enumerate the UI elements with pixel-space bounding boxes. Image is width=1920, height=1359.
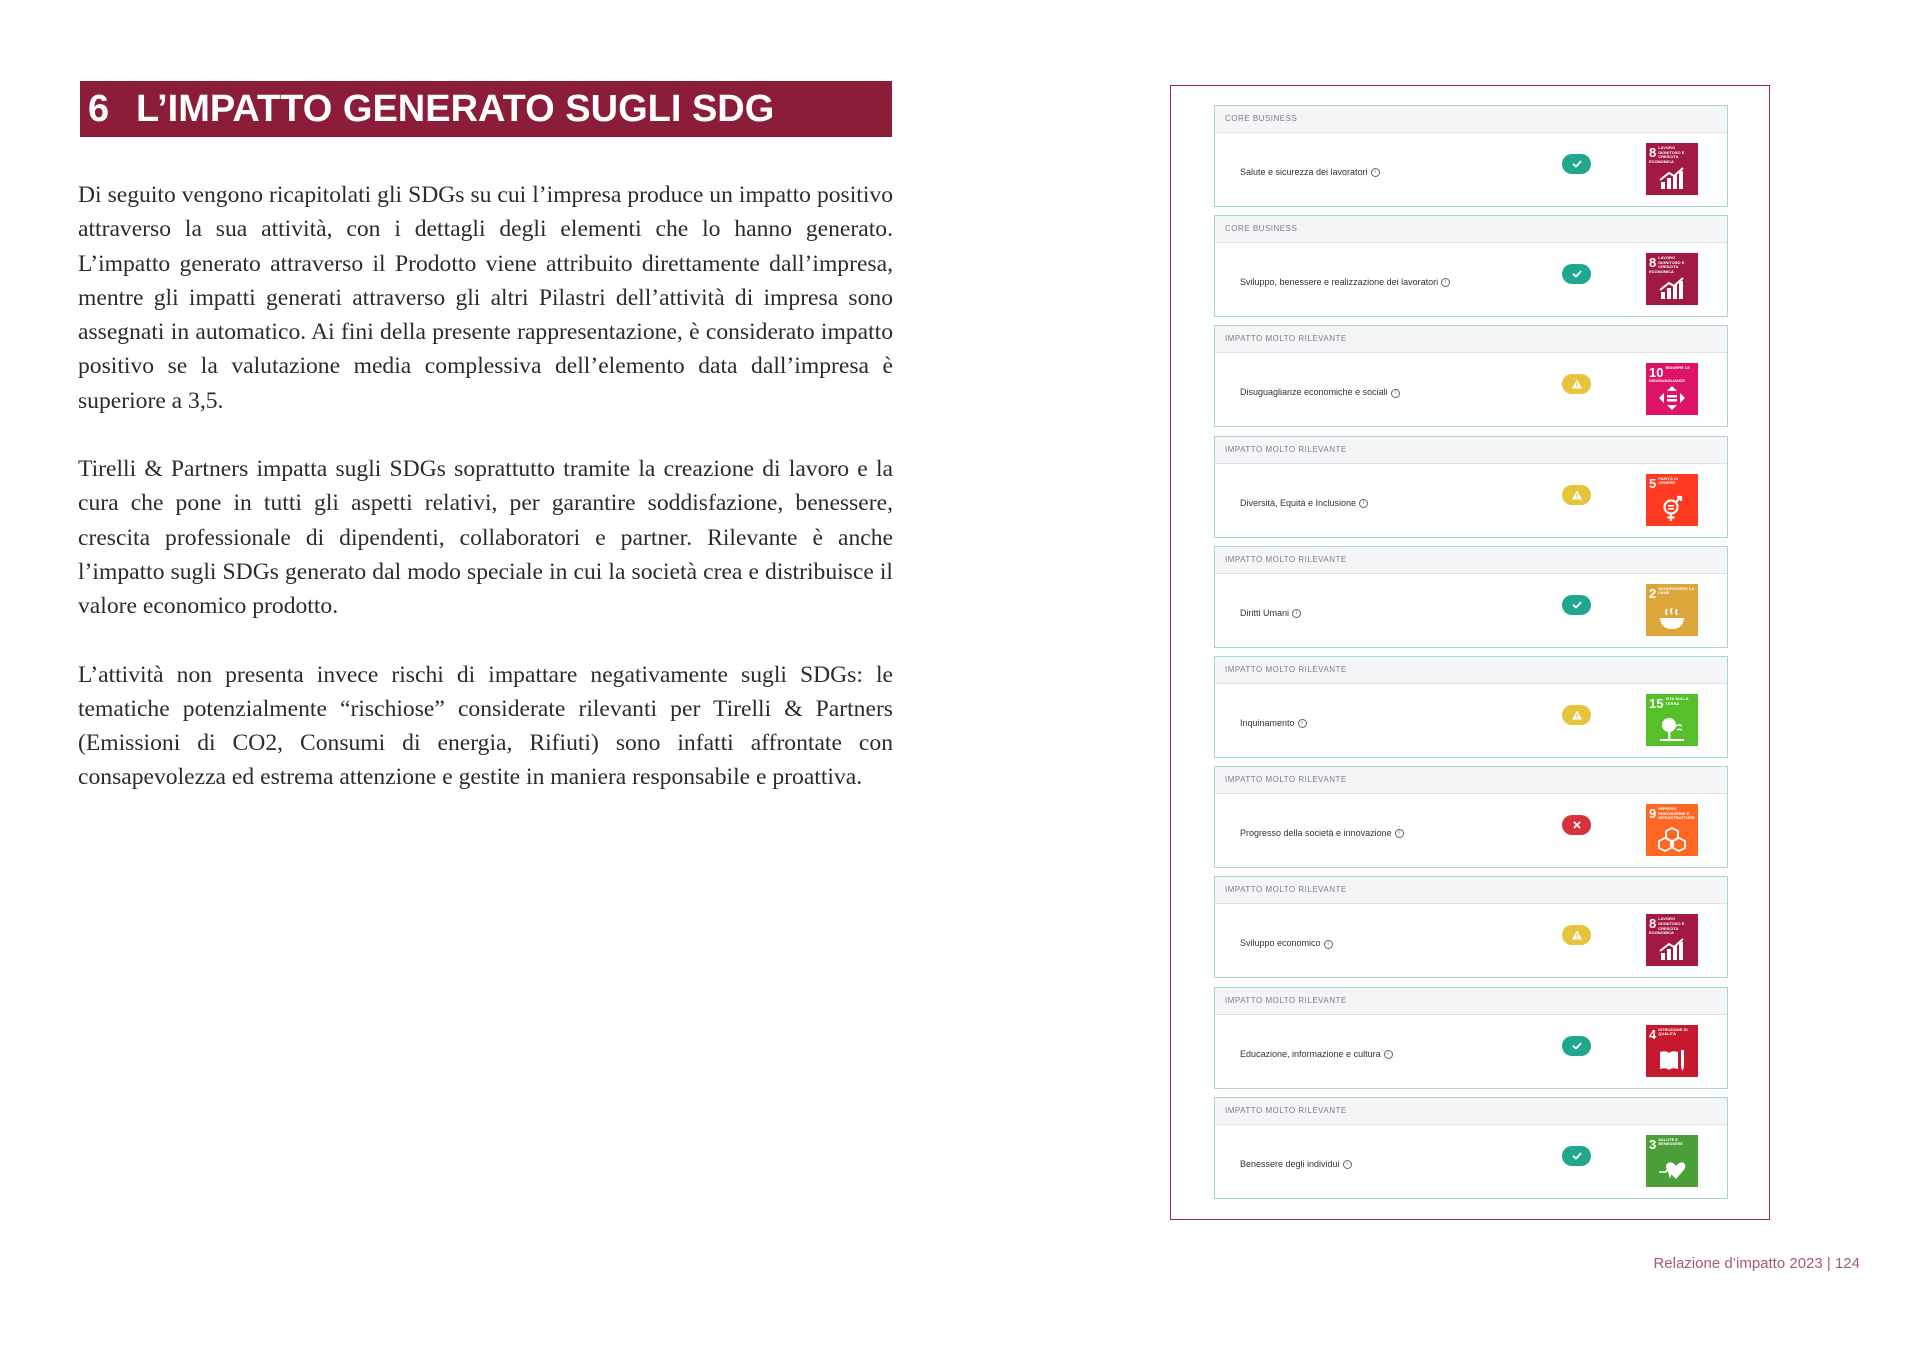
sdg-number: 4 [1649, 1026, 1657, 1042]
card-label-text: Sviluppo, benessere e realizzazione dei lavoratori [1240, 277, 1439, 288]
info-icon[interactable]: i [1391, 389, 1400, 398]
sdg-number: 5 [1649, 475, 1657, 491]
card-label[interactable] [1240, 1159, 1352, 1169]
book-pencil-icon [1658, 1047, 1686, 1073]
sdg-number: 8 [1649, 916, 1657, 932]
heartbeat-icon [1658, 1157, 1686, 1183]
sdg-goal-badge [1646, 1135, 1698, 1187]
sdg-name: ISTRUZIONE DI QUALITÀ [1658, 1026, 1688, 1037]
card-label-text: Sviluppo economico [1240, 938, 1321, 949]
sdg-name: RIDURRE LE DISUGUAGLIANZE [1649, 365, 1690, 384]
card-category: IMPATTO MOLTO RILEVANTE [1215, 988, 1727, 1015]
card-label[interactable] [1240, 828, 1404, 838]
positive-check-icon [1562, 264, 1591, 284]
info-icon[interactable]: i [1441, 278, 1450, 287]
card-label[interactable] [1240, 1049, 1393, 1059]
card-label-text: Progresso della società e innovazione [1240, 828, 1392, 839]
paragraph: L’attività non presenta invece rischi di impattare negativamente sugli SDGs: le tematiche potenzialmente “rischiose” considerate rilevanti per Tirelli & Partners (Emissioni di CO2, Consumi di energia, Rifiuti) sono infatti affrontate con consapevolezza ed estrema attenzione e gestite in maniera responsabile e proattiva. [78, 661, 893, 791]
card-category: IMPATTO MOLTO RILEVANTE [1215, 767, 1727, 794]
positive-check-icon [1562, 595, 1591, 615]
sdg-card [1214, 105, 1728, 207]
tree-icon [1658, 716, 1686, 742]
sdg-name: LAVORO DIGNITOSO E CRESCITA ECONOMICA [1649, 916, 1685, 936]
card-category: IMPATTO MOLTO RILEVANTE [1215, 1098, 1727, 1125]
card-category: IMPATTO MOLTO RILEVANTE [1215, 877, 1727, 904]
warning-triangle-icon [1562, 485, 1591, 505]
card-label-text: Educazione, informazione e cultura [1240, 1048, 1381, 1059]
sdg-name: PARITÀ DI GENERE [1658, 475, 1678, 486]
card-label-text: Diversità, Equità e Inclusione [1240, 497, 1357, 508]
card-label-text: Salute e sicurezza dei lavoratori [1240, 167, 1368, 177]
sdg-goal-badge [1646, 804, 1698, 856]
card-label[interactable] [1240, 277, 1450, 287]
body-text [78, 178, 893, 829]
section-title [80, 81, 892, 137]
paragraph: Tirelli & Partners impatta sugli SDGs soprattutto tramite la creazione di lavoro e la cura che pone in tutti gli aspetti relativi, per garantire soddisfazione, benessere, crescita professionale di dipendenti, collaboratori e partner. Rilevante è anche l’impatto sugli SDGs generato dal modo speciale in cui la società crea e distribuisce il valore economico prodotto. [78, 456, 893, 620]
sdg-goal-badge [1646, 363, 1698, 415]
info-icon[interactable]: i [1324, 940, 1333, 949]
card-label[interactable] [1240, 608, 1301, 618]
info-icon[interactable]: i [1371, 168, 1380, 177]
positive-check-icon [1562, 1036, 1591, 1056]
sdg-name: IMPRESE, INNOVAZIONE E INFRASTRUTTURE [1658, 806, 1695, 821]
cubes-icon [1658, 826, 1686, 852]
info-icon[interactable]: i [1298, 719, 1307, 728]
sdg-card [1214, 215, 1728, 317]
card-category: IMPATTO MOLTO RILEVANTE [1215, 547, 1727, 574]
sdg-number: 2 [1649, 585, 1657, 601]
sdg-goal-badge [1646, 584, 1698, 636]
sdg-goal-badge [1646, 253, 1698, 305]
sdg-name: LAVORO DIGNITOSO E CRESCITA ECONOMICA [1649, 255, 1685, 274]
warning-triangle-icon [1562, 374, 1591, 394]
negative-cross-icon [1562, 815, 1591, 835]
growth-chart-icon [1658, 165, 1686, 191]
card-category: CORE BUSINESS [1215, 216, 1727, 243]
info-icon[interactable]: i [1395, 829, 1404, 838]
sdg-card [1214, 436, 1728, 538]
sdg-card [1214, 987, 1728, 1089]
sdg-card [1214, 325, 1728, 427]
sdg-name: SALUTE E BENESSERE [1658, 1136, 1683, 1147]
paragraph: Di seguito vengono ricapitolati gli SDGs su cui l’impresa produce un impatto positivo attraverso la sua attività, con i dettagli degli elementi che lo hanno generato. L’impatto generato attraverso il Prodotto viene attribuito direttamente dall’impresa, mentre gli impatti generati attraverso gli altri Pilastri dell’attività di impresa sono assegnati in automatico. Ai fini della presente rappresentazione, è considerato impatto positivo se la valutazione media complessiva dell’elemento data dall’impresa è superiore a 3,5. [78, 182, 893, 414]
sdg-number: 15 [1649, 696, 1664, 711]
sdg-number: 8 [1649, 145, 1657, 160]
section-title-text: L’IMPATTO GENERATO SUGLI SDG [136, 88, 775, 130]
sdg-number: 10 [1649, 365, 1664, 381]
positive-check-icon [1562, 154, 1591, 174]
card-label[interactable] [1240, 167, 1380, 177]
sdg-goal-badge [1646, 914, 1698, 966]
sdg-number: 9 [1649, 806, 1657, 822]
equality-arrows-icon [1658, 385, 1686, 411]
card-category: IMPATTO MOLTO RILEVANTE [1215, 657, 1727, 684]
warning-triangle-icon [1562, 705, 1591, 725]
sdg-card [1214, 546, 1728, 648]
card-category: CORE BUSINESS [1215, 106, 1727, 133]
growth-chart-icon [1658, 275, 1686, 301]
sdg-goal-badge [1646, 474, 1698, 526]
food-bowl-icon [1658, 606, 1686, 632]
gender-symbol-icon [1658, 496, 1686, 522]
sdg-number: 3 [1649, 1136, 1657, 1152]
section-number: 6 [88, 88, 110, 130]
warning-triangle-icon [1562, 925, 1591, 945]
sdg-goal-badge [1646, 694, 1698, 746]
sdg-card [1214, 656, 1728, 758]
info-icon[interactable]: i [1343, 1160, 1352, 1169]
card-category: IMPATTO MOLTO RILEVANTE [1215, 326, 1727, 353]
card-label-text: Diritti Umani [1240, 607, 1290, 618]
sdg-goal-badge [1646, 1025, 1698, 1077]
sdg-number: 8 [1649, 255, 1657, 271]
card-label[interactable] [1240, 718, 1307, 728]
info-icon[interactable]: i [1292, 609, 1301, 618]
sdg-card [1214, 766, 1728, 868]
info-icon[interactable]: i [1384, 1050, 1393, 1059]
info-icon[interactable]: i [1359, 499, 1368, 508]
sdg-name: LAVORO DIGNITOSO E CRESCITA ECONOMICA [1649, 145, 1685, 164]
card-label[interactable] [1240, 387, 1400, 397]
card-label-text: Benessere degli individui [1240, 1158, 1340, 1169]
page-footer: Relazione d’impatto 2023 | 124 [1653, 1255, 1860, 1272]
sdg-goal-badge [1646, 143, 1698, 195]
sdg-name: VITA SULLA TERRA [1665, 696, 1689, 706]
sdg-name: SCONFIGGERE LA FAME [1658, 585, 1695, 596]
card-label[interactable] [1240, 498, 1368, 508]
positive-check-icon [1562, 1146, 1591, 1166]
card-category: IMPATTO MOLTO RILEVANTE [1215, 437, 1727, 464]
sdg-card [1214, 876, 1728, 978]
card-label-text: Inquinamento [1240, 718, 1295, 728]
growth-chart-icon [1658, 936, 1686, 962]
card-label-text: Disuguaglianze economiche e sociali [1240, 387, 1388, 398]
card-label[interactable] [1240, 938, 1333, 948]
sdg-card [1214, 1097, 1728, 1199]
